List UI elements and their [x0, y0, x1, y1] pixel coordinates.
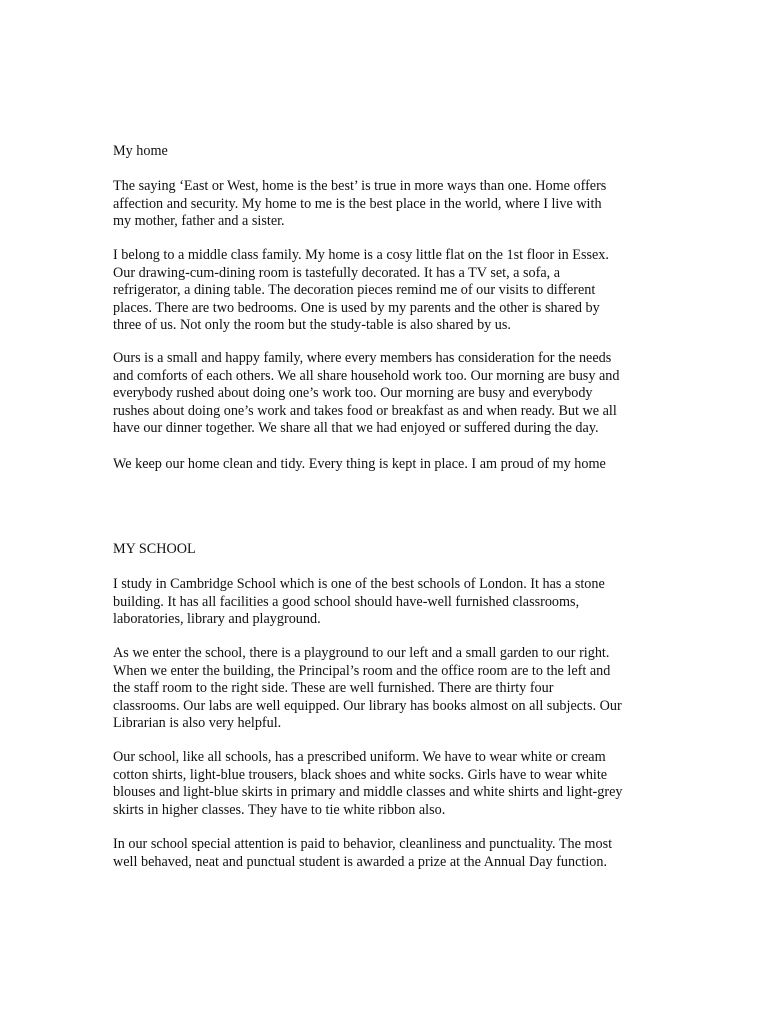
heading-text: MY SCHOOL	[113, 541, 196, 557]
paragraph-line: well behaved, neat and punctual student is awarded a prize at the Annual Day function.	[113, 853, 608, 870]
paragraph-line: three of us. Not only the room but the study-table is also shared by us.	[113, 317, 511, 333]
school-heading	[113, 541, 658, 559]
paragraph-line: I belong to a middle class family. My home is a cosy little flat on the 1st floor in Essex.	[113, 247, 609, 263]
home-paragraph-1	[113, 178, 658, 231]
paragraph-line: affection and security. My home to me is the best place in the world, where I live with	[113, 195, 602, 212]
school-paragraph-1	[113, 576, 658, 629]
paragraph-line: When we enter the building, the Principal’s room and the office room are to the left and	[113, 662, 611, 679]
paragraph-line: Our school, like all schools, has a prescribed uniform. We have to wear white or cream	[113, 749, 606, 765]
paragraph-line: blouses and light-blue skirts in primary and middle classes and white shirts and light-grey	[113, 784, 623, 800]
paragraph-line: the staff room to the right side. These are well furnished. There are thirty four	[113, 680, 554, 696]
paragraph-line: rushes about doing one’s work and takes food or breakfast as and when ready. But we all	[113, 402, 617, 419]
paragraph-line: I study in Cambridge School which is one of the best schools of London. It has a stone	[113, 576, 605, 592]
paragraph-line: and comforts of each others. We all share household work too. Our morning are busy and	[113, 367, 620, 384]
paragraph-line: As we enter the school, there is a playground to our left and a small garden to our right.	[113, 645, 610, 661]
paragraph-line: my mother, father and a sister.	[113, 213, 285, 229]
home-heading	[113, 143, 658, 161]
paragraph-line: skirts in higher classes. They have to tie white ribbon also.	[113, 801, 446, 818]
paragraph-line: Librarian is also very helpful.	[113, 715, 282, 731]
paragraph-line: refrigerator, a dining table. The decoration pieces remind me of our visits to different	[113, 282, 596, 298]
heading-text: My home	[113, 143, 168, 159]
paragraph-line: Our drawing-cum-dining room is tastefully decorated. It has a TV set, a sofa, a	[113, 264, 561, 281]
paragraph-line: The saying ‘East or West, home is the best’ is true in more ways than one. Home offers	[113, 178, 607, 194]
paragraph-line: have our dinner together. We share all that we had enjoyed or suffered during the day.	[113, 420, 599, 436]
home-paragraph-4	[113, 456, 658, 474]
paragraph-line: We keep our home clean and tidy. Every thing is kept in place. I am proud of my home	[113, 456, 606, 472]
paragraph-line: cotton shirts, light-blue trousers, black shoes and white socks. Girls have to wear white	[113, 766, 608, 783]
paragraph-line: In our school special attention is paid to behavior, cleanliness and punctuality. The most	[113, 836, 613, 852]
paragraph-line: Ours is a small and happy family, where every members has consideration for the needs	[113, 350, 612, 366]
paragraph-line: places. There are two bedrooms. One is used by my parents and the other is shared by	[113, 299, 600, 316]
school-paragraph-2	[113, 645, 658, 733]
paragraph-line: everybody rushed about doing one’s work too. Our morning are busy and everybody	[113, 385, 593, 401]
paragraph-line: laboratories, library and playground.	[113, 611, 321, 627]
paragraph-line: building. It has all facilities a good school should have-well furnished classrooms,	[113, 593, 580, 610]
home-paragraph-2	[113, 247, 658, 335]
school-paragraph-4	[113, 836, 658, 871]
home-paragraph-3	[113, 350, 658, 438]
paragraph-line: classrooms. Our labs are well equipped. Our library has books almost on all subjects. Our	[113, 697, 622, 714]
school-paragraph-3	[113, 749, 658, 819]
